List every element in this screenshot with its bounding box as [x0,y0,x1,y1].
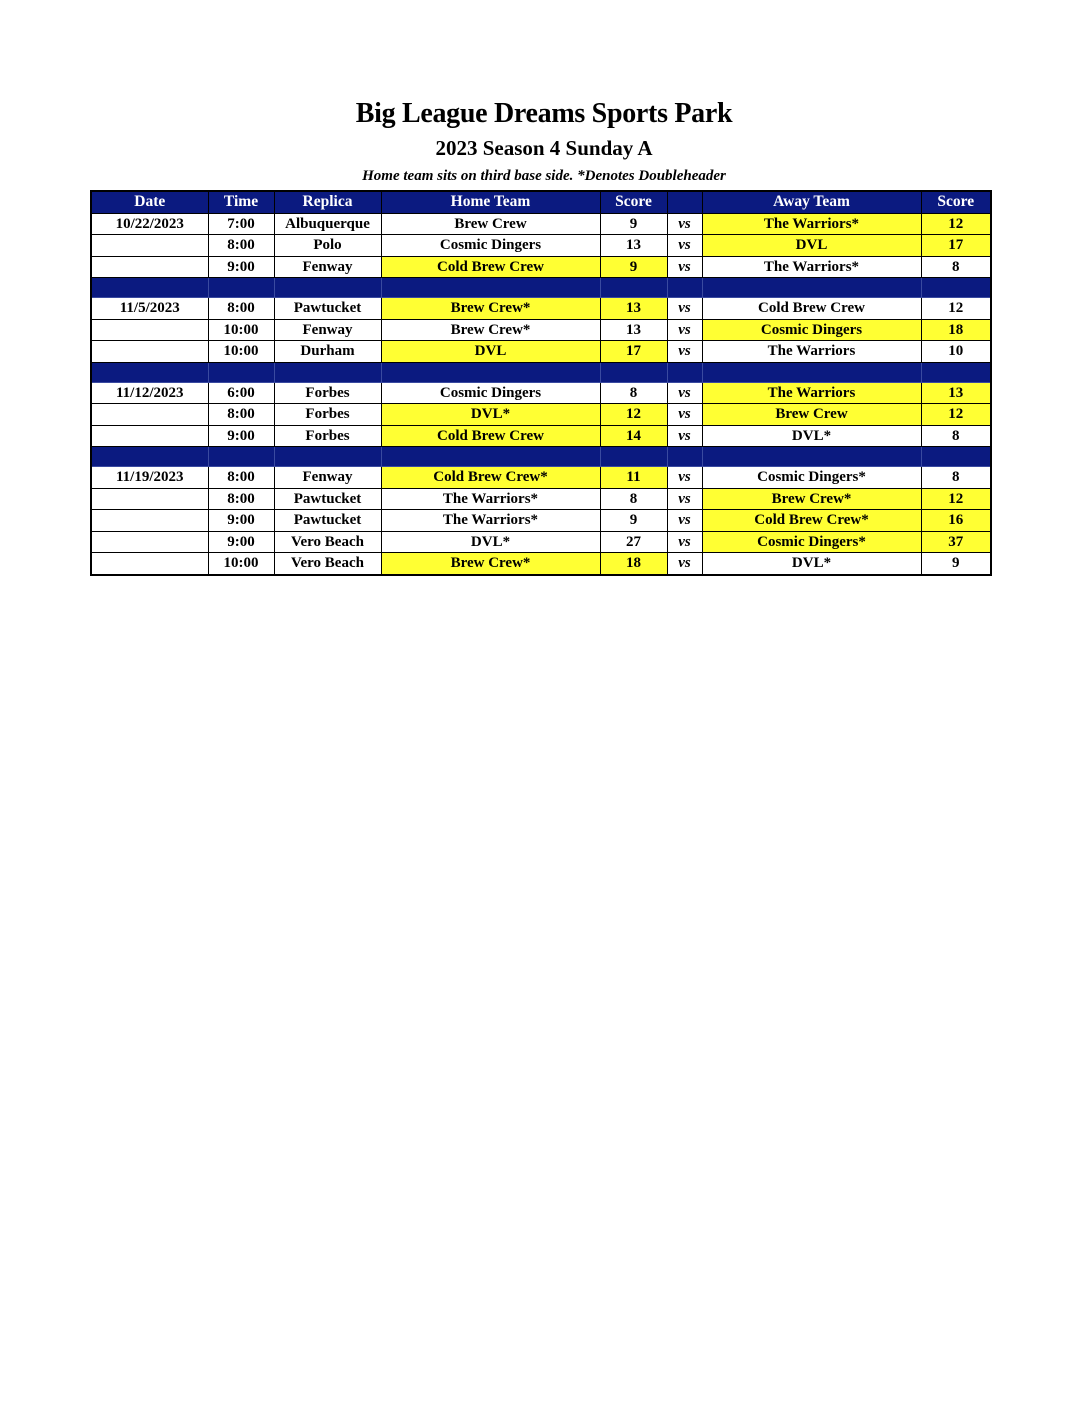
separator-cell [274,278,381,298]
vs-cell: vs [667,404,702,426]
week-separator [91,278,991,298]
replica-cell: Pawtucket [274,488,381,510]
vs-cell: vs [667,488,702,510]
time-cell: 8:00 [208,298,274,320]
date-cell [91,319,208,341]
header-away-score: Score [921,191,991,213]
date-cell: 11/12/2023 [91,382,208,404]
away-team-cell: Cold Brew Crew [702,298,921,320]
away-score-cell: 16 [921,510,991,532]
date-cell: 11/5/2023 [91,298,208,320]
home-score-cell: 17 [600,341,667,363]
home-team-cell: Cold Brew Crew [381,256,600,278]
vs-cell: vs [667,235,702,257]
vs-cell: vs [667,298,702,320]
separator-cell [91,362,208,382]
separator-cell [667,278,702,298]
replica-cell: Fenway [274,319,381,341]
game-row [91,298,991,320]
home-score-cell: 8 [600,382,667,404]
home-score-cell: 14 [600,425,667,447]
away-team-cell: Cosmic Dingers* [702,467,921,489]
game-row [91,510,991,532]
home-team-cell: Cosmic Dingers [381,382,600,404]
home-team-cell: The Warriors* [381,488,600,510]
game-row [91,382,991,404]
away-team-cell: DVL [702,235,921,257]
separator-cell [600,278,667,298]
separator-cell [274,447,381,467]
home-score-cell: 27 [600,531,667,553]
separator-cell [600,362,667,382]
game-row [91,425,991,447]
game-row [91,553,991,575]
home-team-cell: DVL* [381,531,600,553]
date-cell [91,341,208,363]
replica-cell: Vero Beach [274,553,381,575]
date-cell [91,404,208,426]
header-replica: Replica [274,191,381,213]
separator-cell [921,362,991,382]
away-team-cell: DVL* [702,553,921,575]
home-score-cell: 9 [600,510,667,532]
home-team-cell: Brew Crew* [381,298,600,320]
time-cell: 9:00 [208,256,274,278]
away-team-cell: The Warriors [702,341,921,363]
game-row [91,235,991,257]
date-cell [91,235,208,257]
game-row [91,341,991,363]
separator-cell [667,447,702,467]
away-score-cell: 9 [921,553,991,575]
away-score-cell: 8 [921,425,991,447]
home-score-cell: 13 [600,235,667,257]
time-cell: 9:00 [208,425,274,447]
replica-cell: Pawtucket [274,298,381,320]
page-title: Big League Dreams Sports Park [355,98,733,129]
replica-cell: Durham [274,341,381,363]
home-team-cell: Brew Crew* [381,319,600,341]
separator-cell [921,278,991,298]
time-cell: 7:00 [208,213,274,235]
replica-cell: Forbes [274,382,381,404]
time-cell: 10:00 [208,319,274,341]
time-cell: 10:00 [208,341,274,363]
home-score-cell: 13 [600,298,667,320]
home-team-cell: DVL [381,341,600,363]
away-score-cell: 13 [921,382,991,404]
separator-cell [702,278,921,298]
header-home-team: Home Team [381,191,600,213]
home-score-cell: 9 [600,213,667,235]
away-score-cell: 12 [921,488,991,510]
home-team-cell: DVL* [381,404,600,426]
separator-cell [91,278,208,298]
separator-cell [667,362,702,382]
vs-cell: vs [667,256,702,278]
away-score-cell: 12 [921,213,991,235]
separator-cell [600,447,667,467]
time-cell: 6:00 [208,382,274,404]
separator-cell [702,447,921,467]
game-row [91,256,991,278]
away-team-cell: Brew Crew* [702,488,921,510]
schedule-note: Home team sits on third base side. *Denotes Doubleheader [362,168,726,184]
away-score-cell: 10 [921,341,991,363]
header-time: Time [208,191,274,213]
home-team-cell: Cold Brew Crew [381,425,600,447]
replica-cell: Albuquerque [274,213,381,235]
vs-cell: vs [667,553,702,575]
vs-cell: vs [667,341,702,363]
week-separator [91,362,991,382]
replica-cell: Pawtucket [274,510,381,532]
date-cell: 10/22/2023 [91,213,208,235]
header-date: Date [91,191,208,213]
away-score-cell: 12 [921,404,991,426]
time-cell: 9:00 [208,510,274,532]
home-team-cell: Brew Crew* [381,553,600,575]
separator-cell [208,362,274,382]
vs-cell: vs [667,531,702,553]
away-team-cell: The Warriors* [702,256,921,278]
game-row [91,404,991,426]
time-cell: 8:00 [208,404,274,426]
game-row [91,488,991,510]
replica-cell: Forbes [274,404,381,426]
date-cell: 11/19/2023 [91,467,208,489]
date-cell [91,488,208,510]
schedule-table [90,190,992,576]
away-score-cell: 8 [921,256,991,278]
away-score-cell: 8 [921,467,991,489]
home-score-cell: 11 [600,467,667,489]
separator-cell [208,278,274,298]
separator-cell [381,362,600,382]
separator-cell [702,362,921,382]
header-vs [667,191,702,213]
vs-cell: vs [667,510,702,532]
replica-cell: Polo [274,235,381,257]
header-row [91,191,991,213]
away-team-cell: Cosmic Dingers* [702,531,921,553]
away-team-cell: DVL* [702,425,921,447]
home-team-cell: The Warriors* [381,510,600,532]
schedule-body [91,213,991,575]
away-team-cell: Brew Crew [702,404,921,426]
header-away-team: Away Team [702,191,921,213]
away-team-cell: Cold Brew Crew* [702,510,921,532]
separator-cell [381,278,600,298]
home-score-cell: 9 [600,256,667,278]
away-score-cell: 18 [921,319,991,341]
time-cell: 8:00 [208,235,274,257]
home-team-cell: Cold Brew Crew* [381,467,600,489]
away-team-cell: The Warriors [702,382,921,404]
time-cell: 8:00 [208,467,274,489]
game-row [91,531,991,553]
game-row [91,319,991,341]
home-score-cell: 18 [600,553,667,575]
time-cell: 8:00 [208,488,274,510]
date-cell [91,531,208,553]
page-subtitle: 2023 Season 4 Sunday A [435,136,653,160]
game-row [91,467,991,489]
home-team-cell: Cosmic Dingers [381,235,600,257]
date-cell [91,553,208,575]
home-team-cell: Brew Crew [381,213,600,235]
time-cell: 10:00 [208,553,274,575]
date-cell [91,510,208,532]
away-team-cell: The Warriors* [702,213,921,235]
home-score-cell: 13 [600,319,667,341]
replica-cell: Forbes [274,425,381,447]
replica-cell: Fenway [274,256,381,278]
game-row [91,213,991,235]
vs-cell: vs [667,467,702,489]
replica-cell: Vero Beach [274,531,381,553]
separator-cell [208,447,274,467]
week-separator [91,447,991,467]
separator-cell [381,447,600,467]
separator-cell [91,447,208,467]
separator-cell [274,362,381,382]
separator-cell [921,447,991,467]
date-cell [91,256,208,278]
away-score-cell: 37 [921,531,991,553]
away-score-cell: 12 [921,298,991,320]
date-cell [91,425,208,447]
time-cell: 9:00 [208,531,274,553]
vs-cell: vs [667,382,702,404]
replica-cell: Fenway [274,467,381,489]
vs-cell: vs [667,319,702,341]
vs-cell: vs [667,213,702,235]
away-score-cell: 17 [921,235,991,257]
header-home-score: Score [600,191,667,213]
home-score-cell: 12 [600,404,667,426]
home-score-cell: 8 [600,488,667,510]
vs-cell: vs [667,425,702,447]
away-team-cell: Cosmic Dingers [702,319,921,341]
